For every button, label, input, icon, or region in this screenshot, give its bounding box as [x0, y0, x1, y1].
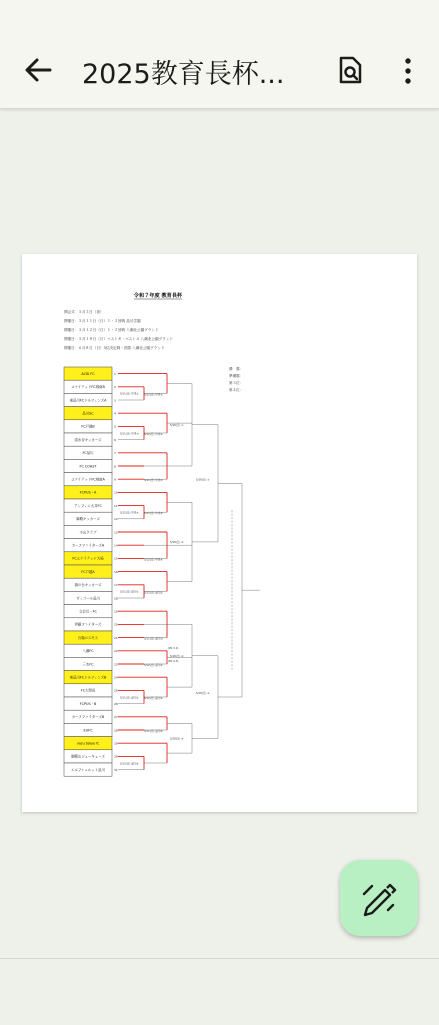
document-heading: 令和７年度 教育長杯	[133, 293, 183, 299]
match-label: 5/12(日) 品川②	[144, 591, 163, 595]
team-number: 23	[114, 662, 118, 667]
team-number: 15	[114, 556, 118, 561]
team-name: 東品川FCドルフィンズA	[69, 398, 107, 403]
match-label: 5/12(日) 品川⑧	[120, 762, 139, 766]
team-name: FCPUS・B	[79, 701, 97, 706]
team-name: 清水谷キッカーズ	[74, 437, 102, 442]
team-name: FCユナイテッド大崎	[72, 556, 104, 561]
team-name: 台場ロスモス	[77, 635, 99, 640]
team-name: 立会川・FC	[79, 609, 97, 614]
sf-label: 5/18(日) ⑤	[196, 478, 210, 482]
match-label: 5/11(日) 品川①	[120, 590, 139, 594]
more-vert-icon[interactable]	[398, 56, 418, 86]
team-number: 3	[114, 398, 116, 403]
bracket-lines	[118, 374, 260, 770]
team-name: 八潮FC	[82, 649, 94, 654]
edit-fab[interactable]	[340, 860, 418, 936]
match-label: 5/12(日) 中央⑥	[120, 511, 139, 515]
team-name: ALTA FC	[81, 371, 95, 376]
team-number: 31	[114, 767, 118, 772]
team-number: 1	[114, 371, 116, 376]
team-number: 22	[114, 649, 118, 654]
schedule-line: 開催日：５月１２日（日）１・２回戦 八潮北公園グランド	[64, 328, 159, 332]
team-name: 伊藤ファイターズ	[74, 622, 102, 627]
team-name: FC戸越A	[81, 569, 95, 574]
team-number: 25	[114, 688, 118, 693]
team-number: 28	[114, 728, 118, 733]
result-line: 第４位：	[229, 388, 244, 392]
team-name: 小山クラブ	[79, 530, 97, 535]
match-label: 5/11(日) 中央①	[120, 392, 139, 396]
pk-label: (PK 4-3)	[168, 660, 179, 663]
team-name: 御殿山ジューキューズ	[71, 754, 105, 759]
qf-label: 5/18(日) ②	[170, 541, 184, 545]
team-number: 20	[114, 622, 118, 627]
match-label: 5/11(日) 品川⑤	[120, 696, 139, 700]
team-name: FCPUS・A	[79, 490, 97, 495]
team-name: カーフファイターズB	[71, 715, 105, 720]
match-labels	[120, 392, 210, 766]
team-name: ユナイテッドFC城南A	[71, 477, 105, 482]
team-name: ヴィゴール品川	[76, 596, 100, 601]
schedule-line: 開会式：５月３日（祝）	[64, 310, 104, 314]
result-line: 優 勝：	[229, 367, 244, 371]
team-number: 13	[114, 530, 118, 535]
team-number: 21	[114, 635, 118, 640]
team-number: 2	[114, 385, 116, 390]
team-number: 5	[114, 424, 116, 429]
qf-label: 5/18(日) ③	[170, 655, 184, 659]
pk-label: (PK 3-1)	[168, 646, 179, 650]
match-label: 5/11(日) 中央⑦	[144, 512, 163, 516]
match-label: 5/12(日) 品川④	[144, 664, 163, 667]
team-number: 11	[114, 503, 118, 508]
sf-label: 5/18(日) ⑥	[196, 692, 210, 695]
team-name: 御殿キッカーズ	[76, 517, 100, 522]
team-number: 26	[114, 701, 118, 706]
team-name: 東品川FCドルフィンズB	[69, 675, 107, 680]
qf-label: 5/18(日) ①	[170, 424, 184, 428]
team-name: 品川SC	[82, 411, 94, 416]
bottom-bar	[0, 958, 439, 1025]
team-number: 18	[114, 596, 118, 601]
team-number: 30	[114, 754, 118, 759]
match-label: 5/11(日) 品川⑦	[144, 730, 163, 733]
team-number: 29	[114, 741, 118, 746]
top-app-bar	[0, 0, 439, 109]
team-name: カーフファイターズA	[71, 543, 105, 548]
match-label: 5/12(日) 中央④	[144, 433, 163, 436]
team-name: FC COAST	[79, 464, 97, 469]
team-number: 6	[114, 437, 116, 442]
team-name: FC戸越B	[81, 424, 95, 429]
match-label: 5/12(日) 中央⑧	[144, 558, 163, 562]
team-list	[64, 367, 118, 776]
team-name: EUFC	[83, 728, 93, 733]
team-number: 19	[114, 609, 118, 614]
team-name: FC大岡田	[80, 688, 96, 693]
team-name: 三木FC	[82, 662, 94, 667]
team-number: 10	[114, 490, 118, 495]
schedule-line: 開催日：５月１８日（日）ベスト８・ベスト４ 八潮北公園グランド	[64, 337, 173, 341]
team-number: 9	[114, 477, 116, 482]
find-in-document-icon[interactable]	[335, 55, 365, 85]
team-name: 旗の台キッカーズ	[74, 583, 102, 588]
qf-label: 5/18(日) ④	[170, 737, 184, 741]
tournament-bracket	[22, 254, 417, 812]
match-label: 5/12(日) 品川⑥	[144, 697, 163, 700]
edit-pen-icon	[340, 860, 418, 936]
team-number: 24	[114, 675, 118, 680]
team-number: 8	[114, 464, 116, 469]
team-name: エルフシェルット品川	[71, 767, 105, 772]
team-number: 16	[114, 569, 118, 574]
schedule-line: 開催日：６月８日（日）3位決定戦・決勝 八潮北公園グランド	[64, 346, 165, 350]
match-label: 5/12(日) 中央②	[144, 393, 163, 397]
match-label: 5/11(日) 中央③	[120, 432, 139, 436]
match-label: 5/11(日) 中央⑤	[144, 479, 163, 483]
team-name: FC品川	[82, 451, 94, 456]
result-line: 第３位：	[229, 381, 244, 385]
team-number: 4	[114, 411, 116, 416]
document-title: 2025教育長杯...	[82, 59, 285, 90]
team-number: 12	[114, 517, 118, 522]
arrow-back-icon[interactable]	[22, 54, 54, 86]
team-name: vasu tokyo fc	[76, 741, 100, 746]
team-number: 14	[114, 543, 118, 548]
results-list	[229, 366, 243, 392]
result-line: 準優勝：	[229, 374, 244, 378]
schedule-line: 開催日：５月１１日（日）１・２回戦 品川学園	[64, 319, 141, 323]
team-number: 7	[114, 451, 116, 456]
team-number: 27	[114, 715, 118, 720]
team-number: 17	[114, 583, 118, 588]
schedule-list	[64, 309, 173, 350]
match-label: 5/11(日) 品川③	[144, 637, 163, 641]
pdf-page[interactable]	[22, 254, 417, 812]
team-name: アンフィニ大井FC	[74, 503, 102, 508]
team-name: ユナイテッドFC城南B	[71, 385, 105, 390]
